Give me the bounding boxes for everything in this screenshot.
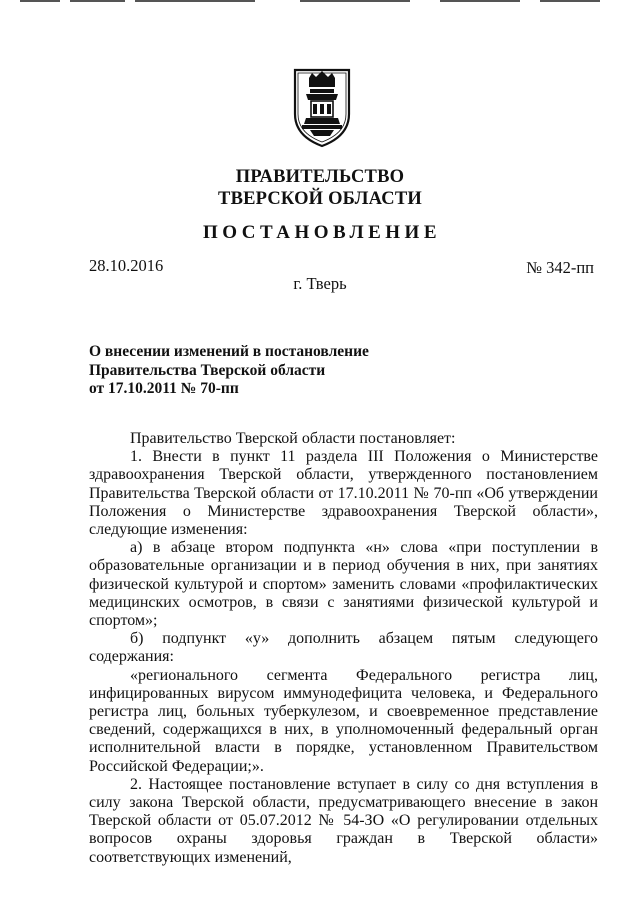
- document-date: 28.10.2016: [89, 256, 164, 275]
- subject-line-1: О внесении изменений в постановление: [89, 343, 369, 360]
- coat-of-arms-emblem: [292, 66, 352, 148]
- clause-1-a: а) в абзаце втором подпункта «н» слова «при поступлении в образовательные организации и в период обучения в них, при занятиях физической культурой и спортом» заменить словами «профилактических медицинских осмотров, в связи с занятиями физической культурой и спортом»;: [89, 539, 598, 630]
- authority-line-2: ТВЕРСКОЙ ОБЛАСТИ: [218, 189, 422, 209]
- document-number: № 342-пп: [526, 258, 594, 277]
- document-subject: [89, 343, 369, 399]
- document-body: [89, 430, 598, 867]
- authority-line-1: ПРАВИТЕЛЬСТВО: [235, 167, 405, 187]
- subject-line-3: от 17.10.2011 № 70-пп: [89, 380, 239, 397]
- clause-1-b: б) подпункт «у» дополнить абзацем пятым следующего содержания:: [89, 630, 598, 666]
- document-type: ПОСТАНОВЛЕНИЕ: [202, 222, 442, 243]
- scan-top-edge: [0, 0, 640, 3]
- clause-1-b-quote: «регионального сегмента Федерального регистра лиц, инфицированных вирусом иммунодефицита человека, и Федерального регистра лиц, больных туберкулезом, и своевременное представление сведений, содержащихся в них, в уполномоченный федеральный орган исполнительной власти в порядке, установленном Правительством Российской Федерации;».: [89, 666, 598, 775]
- clause-2: 2. Настоящее постановление вступает в силу со дня вступления в силу закона Тверской области, предусматривающего внесение в закон Тверской области от 05.07.2012 № 54-ЗО «О регулировании отдельных вопросов охраны здоровья граждан в Тверской области» соответствующих изменений,: [89, 775, 598, 866]
- document-city: г. Тверь: [293, 274, 347, 293]
- issuing-authority: [0, 166, 640, 210]
- clause-1: 1. Внести в пункт 11 раздела III Положения о Министерстве здравоохранения Тверской области, утвержденного постановлением Правительства Тверской области от 17.10.2011 № 70-пп «Об утверждении Положения о Министерстве здравоохранения Тверской области», следующие изменения:: [89, 448, 598, 539]
- subject-line-2: Правительства Тверской области: [89, 361, 326, 379]
- preamble: Правительство Тверской области постановляет:: [130, 430, 456, 447]
